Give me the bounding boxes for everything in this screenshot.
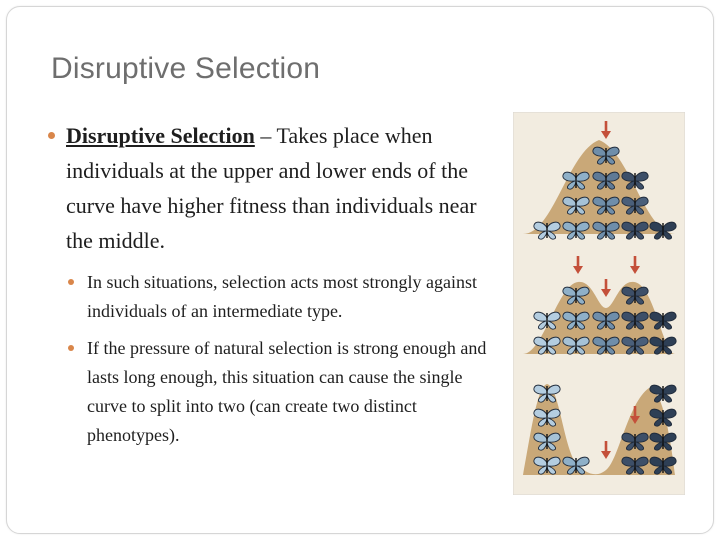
bullet-dot [68, 279, 74, 285]
disruptive-selection-figure [513, 112, 685, 495]
sub-bullet [68, 334, 503, 450]
main-bullet [48, 118, 503, 258]
bullet-term: Disruptive Selection [66, 123, 255, 148]
bullet-text: Takes place when individuals at the upper and lower ends of the curve have higher fitness than individuals near the middle. [66, 123, 477, 253]
bullet-dot [68, 345, 74, 351]
sub-bullet [68, 268, 503, 326]
bullet-dot [48, 132, 55, 139]
bullet-separator: – [260, 123, 272, 148]
sub-bullet-text: If the pressure of natural selection is strong enough and lasts long enough, this situation can cause the single curve to split into two (can create two distinct phenotypes). [87, 338, 487, 445]
slide-content [48, 118, 503, 450]
sub-bullet-text: In such situations, selection acts most strongly against individuals of an intermediate type. [87, 272, 477, 321]
slide-title: Disruptive Selection [51, 52, 321, 85]
